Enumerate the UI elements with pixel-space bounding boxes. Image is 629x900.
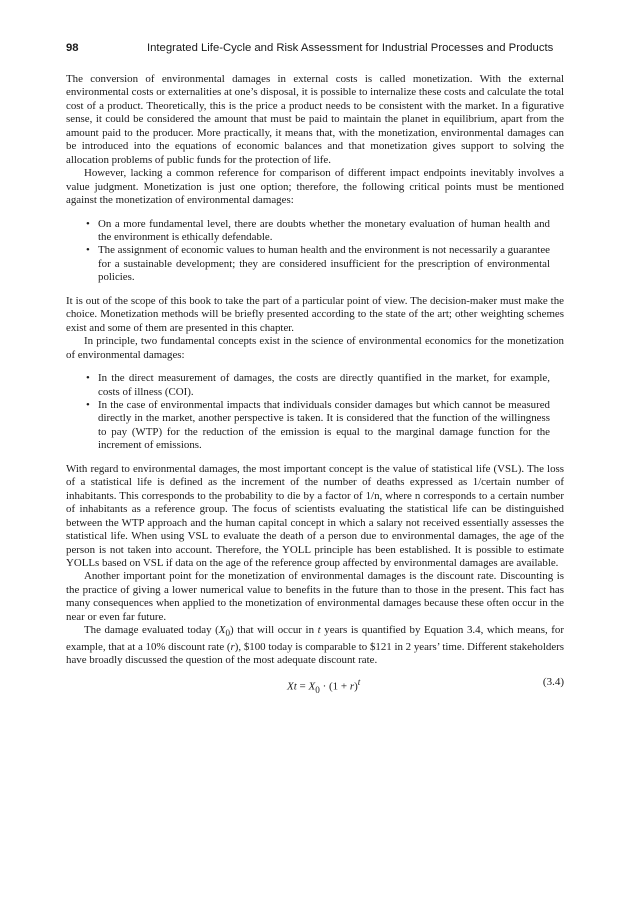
equation-formula: $Xt = X_0 \cdot (1 + r)^t$: [287, 676, 361, 695]
paragraph-vsl: With regard to environmental damages, the most important concept is the value of statistical life (VSL). The loss of a statistical life is defined as the increment of the number of deaths expressed as 1/certain number of inhabitants. This corresponds to the probability to die by a factor of 1/n, where n corresponds to a certain number of inhabitants as a reference group. The focus of scientists evaluating the statistical life can be distinguished between the WTP approach and the human capital concept in which a salary not received essentially assesses the statistical life. When using VSL to evaluate the death of a person due to environmental damages, the age of the person is not taken into account. Therefore, the YOLL principle has been established. It is possible to estimate YOLLs based on VSL if data on the age of the reference group affected by environmental damages are available.: [66, 462, 564, 569]
page-number: 98: [66, 42, 79, 54]
list-item: • In the direct measurement of damages, the costs are directly quantified in the market, for example, costs of illness (COI).: [66, 372, 564, 399]
critical-points-list: [66, 218, 564, 285]
list-item: • On a more fundamental level, there are doubts whether the monetary evaluation of human health and the environment is ethically defendable.: [66, 218, 564, 245]
paragraph-fundamental-concepts: In principle, two fundamental concepts exist in the science of environmental economics for the monetization of environmental damages:: [66, 335, 564, 361]
paragraph-discount-rate: Another important point for the monetization of environmental damages is the discount rate. Discounting is the practice of giving a lower numerical value to benefits in the future than to those in the present. This fact has many consequences when applied to the monetization of environmental damages because these often occur in the near or even far future.: [66, 570, 564, 623]
running-title: Integrated Life-Cycle and Risk Assessment for Industrial Processes and Products: [147, 42, 554, 54]
equation-3-4: [66, 673, 564, 693]
list-item: • The assignment of economic values to human health and the environment is not necessarily a guarantee for a sustainable development; they are considered insufficient for the prescription of environmental policies.: [66, 244, 564, 284]
paragraph-monetization-definition: The conversion of environmental damages in external costs is called monetization. With the external environmental costs or externalities at one’s disposal, it is possible to internalize these costs and calculate the total cost of a product. Theoretically, this is the price a product needs to be consistent with the market. In a figurative sense, it could be considered the amount that must be paid to maintain the planet in equilibrium, apart from the amount paid to the producer. More practically, it means that, with the monetization, environmental damages can be introduced into the equations of economic balances and that monetization gives support to solving the allocation problems of public funds for the protection of life.: [66, 73, 564, 166]
body-text: [66, 73, 564, 693]
equation-number: (3.4): [542, 675, 564, 688]
concepts-list: [66, 372, 564, 453]
paragraph-value-judgment: However, lacking a common reference for comparison of different impact endpoints inevitably involves a value judgment. Monetization is just one option; therefore, the following critical points must be mentioned against the monetization of environmental damages:: [66, 167, 564, 207]
list-item: • In the case of environmental impacts that individuals consider damages but which cannot be measured directly in the market, another perspective is taken. It is considered that the function of the willingness to pay (WTP) for the reduction of the emission is equal to the marginal damage function for the increment of emissions.: [66, 399, 564, 453]
paragraph-damage-evaluation: The damage evaluated today $(X_0)$ that will occur in t years is quantified by Equation 3.4, which means, for example, that at a 10% discount rate (r), $100 today is comparable to $121 in 2 years’ time. Different stakeholders have broadly discussed the question of the most adequate discount rate.: [66, 624, 565, 667]
paragraph-scope: It is out of the scope of this book to take the part of a particular point of view. The decision-maker must make the choice. Monetization methods will be briefly presented according to the state of the art; other weighting schemes exist and some of them are presented in this chapter.: [66, 294, 564, 334]
